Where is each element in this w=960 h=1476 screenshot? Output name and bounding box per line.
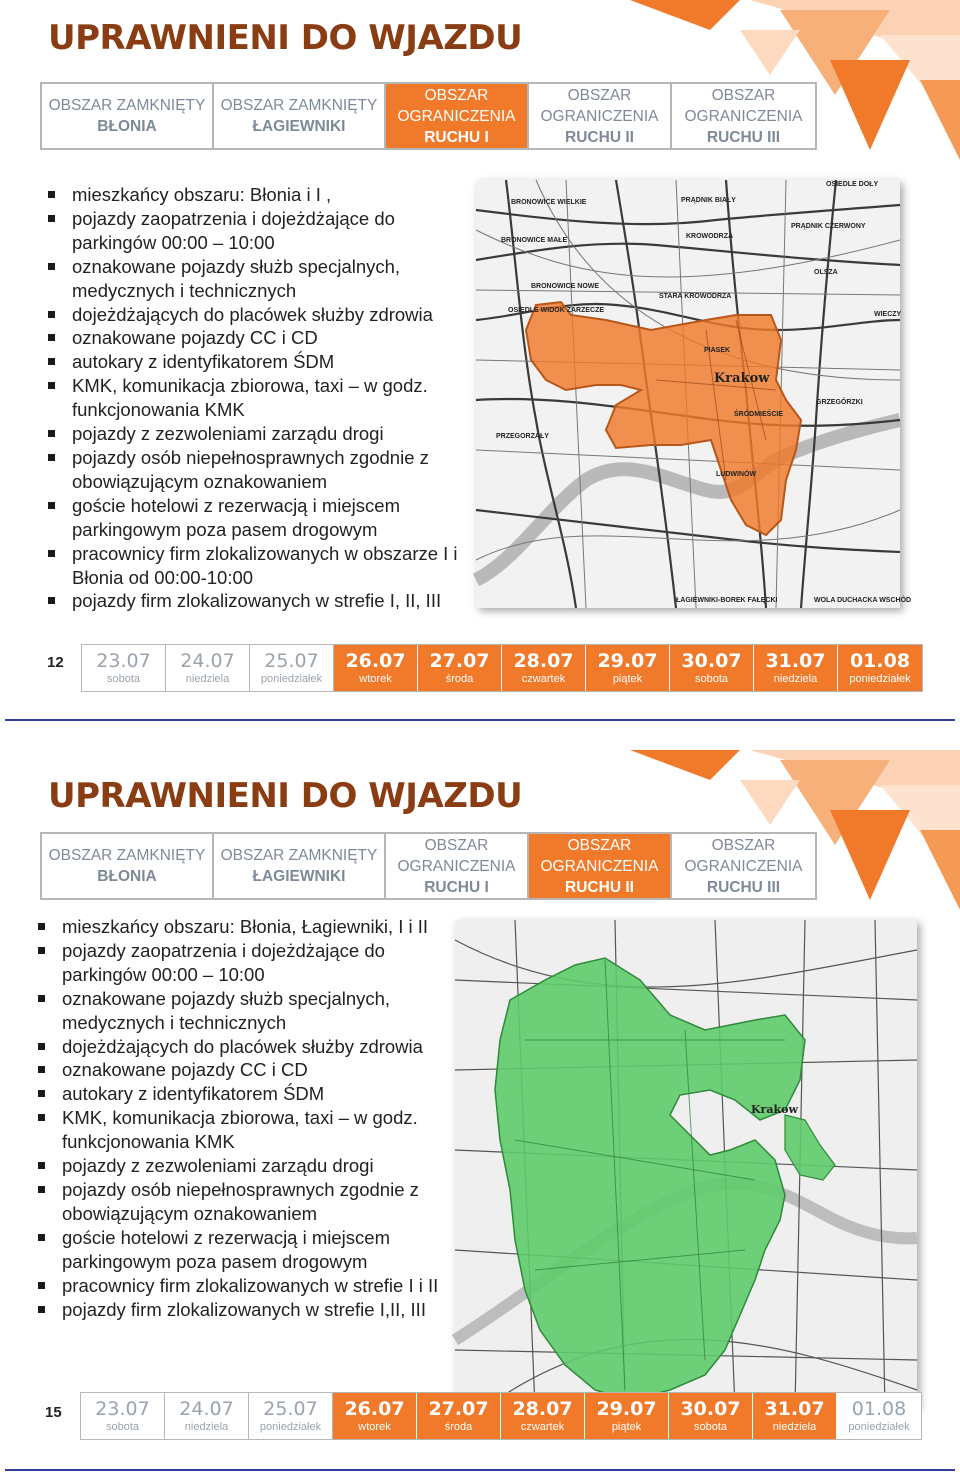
- list-item: oznakowane pojazdy służb specjalnych, medycznych i technicznych: [34, 987, 446, 1035]
- date-weekday: niedziela: [185, 673, 230, 685]
- map-graphic: [476, 180, 912, 608]
- date-day: 24.07: [180, 650, 235, 672]
- date-weekday: poniedziałek: [848, 1421, 910, 1433]
- map-label: BRONOWICE NOWE: [531, 283, 600, 290]
- list-item: pracownicy firm zlokalizowanych w obszarze I i Błonia od 00:00-10:00: [44, 542, 464, 590]
- tab-label: RUCHU III: [706, 878, 781, 896]
- tab-label: OGRANICZENIA: [684, 107, 803, 125]
- map-label: GRZEGÓRZKI: [816, 399, 863, 406]
- date-day: 29.07: [597, 650, 658, 672]
- list-item: oznakowane pojazdy służb specjalnych, medycznych i technicznych: [44, 255, 464, 303]
- map-city-label: Krakow: [714, 371, 770, 386]
- date-cell-active: [670, 645, 754, 691]
- map-label: PRZEGORZAŁY: [496, 433, 549, 440]
- date-cell: [249, 1393, 333, 1439]
- date-weekday: sobota: [693, 1421, 728, 1433]
- tab-label: OBSZAR ZAMKNIĘTY: [220, 97, 378, 114]
- date-day: 01.08: [851, 1398, 907, 1420]
- map-label: OSIEDLE DOŁY: [826, 181, 879, 188]
- date-cell-active: [333, 1393, 417, 1439]
- page-number: 15: [45, 1404, 62, 1421]
- date-weekday: wtorek: [359, 673, 392, 685]
- tab-label: OBSZAR: [567, 86, 632, 104]
- map-label: PRĄDNIK BIAŁY: [681, 197, 736, 204]
- tab-label: RUCHU I: [424, 878, 489, 896]
- list-item: dojeżdżających do placówek służby zdrowia: [44, 303, 464, 327]
- date-weekday: środa: [445, 673, 474, 685]
- tab-ruchu-2[interactable]: [529, 84, 672, 148]
- date-weekday: niedziela: [184, 1421, 229, 1433]
- date-cell-active: [754, 645, 838, 691]
- date-weekday: piątek: [612, 673, 643, 685]
- date-cell: [837, 1393, 921, 1439]
- tab-label: BŁONIA: [97, 868, 157, 885]
- zone-tabs: [40, 82, 817, 150]
- map-label: PIASEK: [704, 347, 731, 354]
- tab-label: OBSZAR: [567, 836, 632, 854]
- map-label: ŁAGIEWNIKI-BOREK FAŁĘCKI: [676, 597, 778, 604]
- list-item: oznakowane pojazdy CC i CD: [34, 1058, 446, 1082]
- page-number: 12: [47, 654, 64, 671]
- date-cell: [82, 645, 166, 691]
- date-day: 24.07: [179, 1398, 234, 1420]
- tab-label: OGRANICZENIA: [540, 107, 659, 125]
- list-item: pracownicy firm zlokalizowanych w strefie I i II: [34, 1274, 446, 1298]
- date-cell-active: [502, 645, 586, 691]
- slide-zone-1: [0, 0, 960, 720]
- date-weekday: czwartek: [520, 1421, 565, 1433]
- tab-label: OBSZAR ZAMKNIĘTY: [48, 847, 206, 864]
- list-item: dojeżdżających do placówek służby zdrowia: [34, 1035, 446, 1059]
- tab-label: OBSZAR ZAMKNIĘTY: [48, 97, 206, 114]
- slide-zone-2: [0, 750, 960, 1470]
- date-day: 26.07: [345, 650, 406, 672]
- date-weekday: środa: [444, 1421, 473, 1433]
- slide-separator: [5, 719, 955, 721]
- zone-tabs: [40, 832, 817, 900]
- map-label: OLSZA: [814, 269, 838, 276]
- map-label: PRĄDNIK CZERWONY: [791, 223, 866, 230]
- date-day: 23.07: [95, 1398, 150, 1420]
- tab-label: OGRANICZENIA: [684, 857, 803, 875]
- date-cell-active: [334, 645, 418, 691]
- tab-ruchu-2[interactable]: [529, 834, 672, 898]
- date-day: 27.07: [429, 650, 490, 672]
- date-weekday: wtorek: [358, 1421, 391, 1433]
- date-weekday: poniedziałek: [260, 673, 323, 685]
- map-city-label: Krakow: [751, 1103, 798, 1116]
- zone-map[interactable]: [476, 180, 912, 608]
- date-weekday: sobota: [106, 673, 141, 685]
- list-item: pojazdy osób niepełnosprawnych zgodnie z obowiązującym oznakowaniem: [34, 1178, 446, 1226]
- date-day: 29.07: [596, 1398, 657, 1420]
- date-cell-active: [417, 1393, 501, 1439]
- date-cell: [166, 645, 250, 691]
- tab-label: RUCHU II: [565, 128, 634, 146]
- tab-label: OBSZAR: [424, 836, 489, 854]
- list-item: pojazdy z zezwoleniami zarządu drogi: [44, 422, 464, 446]
- date-day: 25.07: [263, 1398, 318, 1420]
- tab-ruchu-1[interactable]: [386, 834, 529, 898]
- date-day: 28.07: [512, 1398, 573, 1420]
- date-weekday: sobota: [694, 673, 729, 685]
- list-item: pojazdy osób niepełnosprawnych zgodnie z obowiązującym oznakowaniem: [44, 446, 464, 494]
- list-item: pojazdy z zezwoleniami zarządu drogi: [34, 1154, 446, 1178]
- map-label: KROWODRZA: [686, 233, 734, 240]
- list-item: pojazdy firm zlokalizowanych w strefie I,II, III: [34, 1298, 446, 1322]
- date-cell: [81, 1393, 165, 1439]
- map-label: OSIEDLE WIDOK ZARZECZE: [508, 307, 605, 314]
- map-label: WOLA DUCHACKA WSCHÓD: [814, 597, 912, 604]
- date-day: 30.07: [681, 650, 742, 672]
- date-weekday: niedziela: [773, 673, 818, 685]
- list-item: autokary z identyfikatorem ŚDM: [44, 350, 464, 374]
- tab-label: RUCHU II: [565, 878, 634, 896]
- date-weekday: czwartek: [521, 673, 566, 685]
- list-item: KMK, komunikacja zbiorowa, taxi – w godz. funkcjonowania KMK: [34, 1106, 446, 1154]
- tab-label: OGRANICZENIA: [540, 857, 659, 875]
- date-cell-active: [586, 645, 670, 691]
- date-day: 26.07: [344, 1398, 405, 1420]
- dates-strip: [80, 1392, 922, 1440]
- tab-lagiewniki[interactable]: [214, 834, 386, 898]
- tab-label: OBSZAR: [424, 86, 489, 104]
- list-item: pojazdy zaopatrzenia i dojeżdżające do parkingów 00:00 – 10:00: [34, 939, 446, 987]
- tab-lagiewniki[interactable]: [214, 84, 386, 148]
- date-day: 31.07: [764, 1398, 825, 1420]
- date-weekday: poniedziałek: [849, 673, 911, 685]
- map-graphic: [455, 920, 917, 1408]
- list-item: goście hotelowi z rezerwacją i miejscem parkingowym poza pasem drogowym: [44, 494, 464, 542]
- date-day: 23.07: [96, 650, 151, 672]
- date-cell-active: [418, 645, 502, 691]
- tab-blonia[interactable]: [42, 84, 214, 148]
- tab-label: RUCHU III: [706, 128, 781, 146]
- map-label: LUDWINÓW: [716, 471, 757, 478]
- tab-ruchu-1[interactable]: [386, 84, 529, 148]
- tab-label: RUCHU I: [424, 128, 489, 146]
- date-weekday: sobota: [105, 1421, 140, 1433]
- map-label: STARA KROWODRZA: [659, 293, 732, 300]
- tab-label: OBSZAR: [711, 836, 776, 854]
- date-cell-active: [838, 645, 922, 691]
- date-cell: [165, 1393, 249, 1439]
- date-weekday: poniedziałek: [259, 1421, 322, 1433]
- tab-ruchu-3[interactable]: [672, 834, 815, 898]
- page-title: UPRAWNIENI DO WJAZDU: [48, 18, 523, 58]
- tab-blonia[interactable]: [42, 834, 214, 898]
- tab-label: OGRANICZENIA: [397, 857, 516, 875]
- list-item: goście hotelowi z rezerwacją i miejscem parkingowym poza pasem drogowym: [34, 1226, 446, 1274]
- page-title: UPRAWNIENI DO WJAZDU: [48, 776, 523, 816]
- permissions-list: [44, 183, 464, 613]
- tab-label: OBSZAR ZAMKNIĘTY: [220, 847, 378, 864]
- list-item: autokary z identyfikatorem ŚDM: [34, 1082, 446, 1106]
- date-day: 25.07: [264, 650, 319, 672]
- map-label: BRONOWICE WIELKIE: [511, 199, 587, 206]
- date-day: 30.07: [680, 1398, 741, 1420]
- map-label: WIECZY: [874, 311, 902, 318]
- date-day: 28.07: [513, 650, 574, 672]
- date-weekday: piątek: [611, 1421, 642, 1433]
- map-label: BRONOWICE MAŁE: [501, 237, 568, 244]
- tab-label: ŁAGIEWNIKI: [252, 118, 346, 135]
- date-day: 31.07: [765, 650, 826, 672]
- date-weekday: niedziela: [772, 1421, 817, 1433]
- tab-label: BŁONIA: [97, 118, 157, 135]
- list-item: pojazdy firm zlokalizowanych w strefie I, II, III: [44, 589, 464, 613]
- tab-ruchu-3[interactable]: [672, 84, 815, 148]
- map-label: ŚRÓDMIEŚCIE: [734, 411, 784, 418]
- date-cell-active: [669, 1393, 753, 1439]
- list-item: mieszkańcy obszaru: Błonia i I ,: [44, 183, 464, 207]
- tab-label: ŁAGIEWNIKI: [252, 868, 346, 885]
- list-item: oznakowane pojazdy CC i CD: [44, 326, 464, 350]
- permissions-list: [34, 915, 446, 1321]
- date-cell-active: [585, 1393, 669, 1439]
- tab-label: OBSZAR: [711, 86, 776, 104]
- date-day: 01.08: [849, 650, 911, 672]
- list-item: pojazdy zaopatrzenia i dojeżdżające do parkingów 00:00 – 10:00: [44, 207, 464, 255]
- dates-strip: [81, 644, 923, 692]
- list-item: KMK, komunikacja zbiorowa, taxi – w godz. funkcjonowania KMK: [44, 374, 464, 422]
- date-cell-active: [753, 1393, 837, 1439]
- date-cell: [250, 645, 334, 691]
- list-item: mieszkańcy obszaru: Błonia, Łagiewniki, I i II: [34, 915, 446, 939]
- date-day: 27.07: [428, 1398, 489, 1420]
- tab-label: OGRANICZENIA: [397, 107, 516, 125]
- slide-separator: [5, 1469, 955, 1471]
- date-cell-active: [501, 1393, 585, 1439]
- zone-map[interactable]: [455, 920, 917, 1408]
